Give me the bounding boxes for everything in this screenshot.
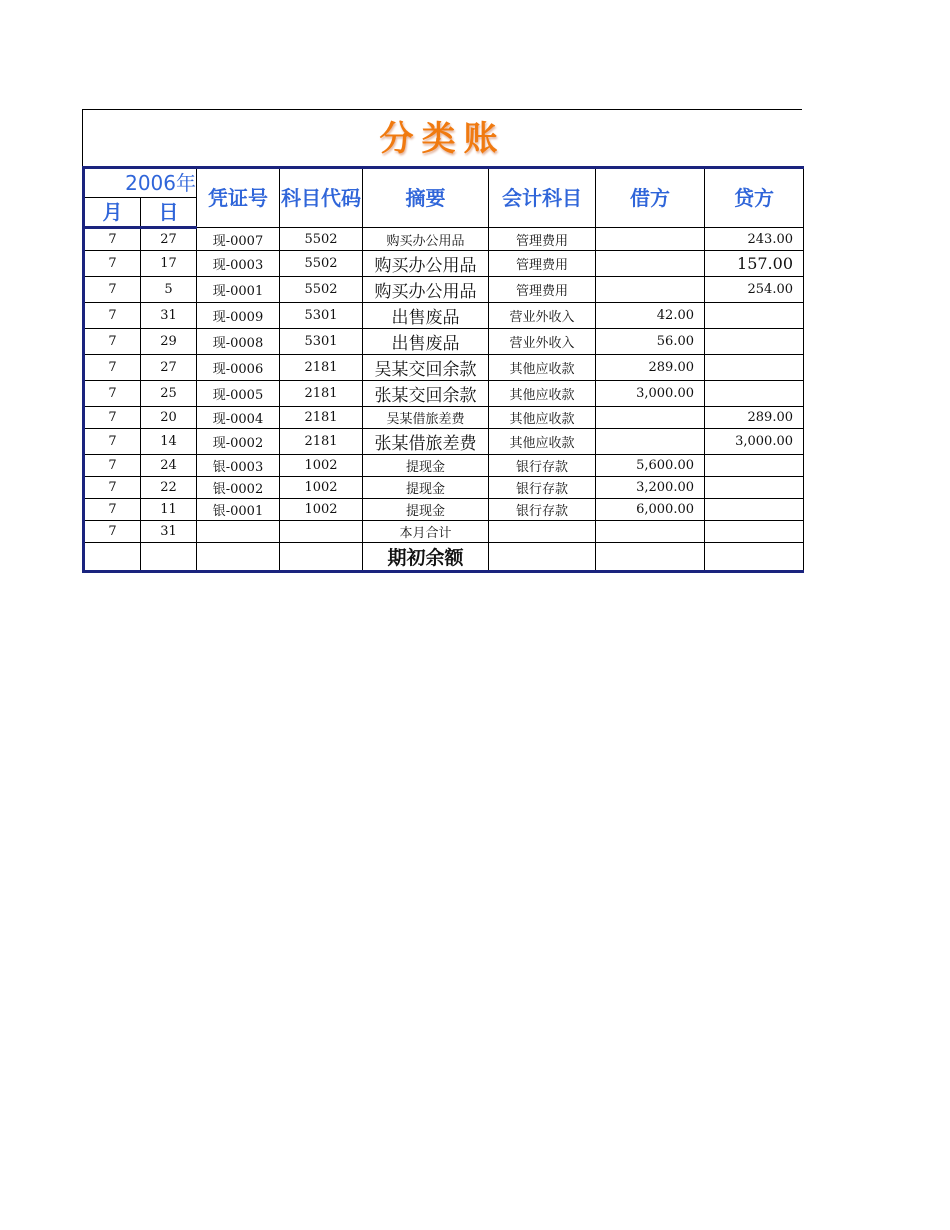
credit-header: 贷方 xyxy=(705,168,804,228)
day-cell: 31 xyxy=(141,521,197,543)
day-cell: 24 xyxy=(141,455,197,477)
debit-cell: 3,200.00 xyxy=(596,477,705,499)
voucher-cell: 现-0008 xyxy=(197,329,280,355)
credit-cell xyxy=(705,329,804,355)
debit-header: 借方 xyxy=(596,168,705,228)
empty-cell xyxy=(489,543,596,572)
summary-cell: 出售废品 xyxy=(363,303,489,329)
table-row xyxy=(84,303,804,329)
credit-cell: 289.00 xyxy=(705,407,804,429)
account-code-cell xyxy=(280,521,363,543)
empty-cell xyxy=(84,543,141,572)
voucher-cell: 现-0002 xyxy=(197,429,280,455)
day-header: 日 xyxy=(141,198,197,228)
table-row xyxy=(84,228,804,251)
summary-cell: 出售废品 xyxy=(363,329,489,355)
debit-cell: 6,000.00 xyxy=(596,499,705,521)
voucher-cell xyxy=(197,521,280,543)
empty-cell xyxy=(705,543,804,572)
day-cell: 31 xyxy=(141,303,197,329)
debit-cell xyxy=(596,228,705,251)
summary-cell: 提现金 xyxy=(363,499,489,521)
table-row xyxy=(84,381,804,407)
account-code-cell: 5301 xyxy=(280,303,363,329)
account-code-cell: 2181 xyxy=(280,355,363,381)
table-row xyxy=(84,429,804,455)
account-code-cell: 5301 xyxy=(280,329,363,355)
account-cell: 营业外收入 xyxy=(489,303,596,329)
day-cell: 25 xyxy=(141,381,197,407)
month-cell: 7 xyxy=(84,228,141,251)
balance-row xyxy=(84,543,804,572)
ledger-sheet xyxy=(82,109,802,573)
day-cell: 5 xyxy=(141,277,197,303)
debit-cell: 3,000.00 xyxy=(596,381,705,407)
account-code-cell: 2181 xyxy=(280,381,363,407)
debit-cell xyxy=(596,251,705,277)
summary-cell: 提现金 xyxy=(363,455,489,477)
voucher-cell: 现-0006 xyxy=(197,355,280,381)
day-cell: 27 xyxy=(141,355,197,381)
credit-cell: 243.00 xyxy=(705,228,804,251)
account-code-cell: 5502 xyxy=(280,251,363,277)
month-cell: 7 xyxy=(84,455,141,477)
account-code-cell: 1002 xyxy=(280,477,363,499)
table-row xyxy=(84,521,804,543)
credit-cell xyxy=(705,355,804,381)
voucher-cell: 现-0005 xyxy=(197,381,280,407)
account-cell: 营业外收入 xyxy=(489,329,596,355)
empty-cell xyxy=(596,543,705,572)
year-header: 2006年 xyxy=(84,168,197,198)
summary-cell: 提现金 xyxy=(363,477,489,499)
account-cell: 银行存款 xyxy=(489,477,596,499)
month-header: 月 xyxy=(84,198,141,228)
debit-cell xyxy=(596,521,705,543)
voucher-cell: 现-0007 xyxy=(197,228,280,251)
month-cell: 7 xyxy=(84,303,141,329)
account-code-cell: 2181 xyxy=(280,429,363,455)
day-cell: 29 xyxy=(141,329,197,355)
table-row xyxy=(84,407,804,429)
voucher-cell: 现-0004 xyxy=(197,407,280,429)
sheet-title: 分类账 xyxy=(379,119,506,159)
table-row xyxy=(84,477,804,499)
account-cell: 管理费用 xyxy=(489,228,596,251)
day-cell: 11 xyxy=(141,499,197,521)
account-code-header: 科目代码 xyxy=(280,168,363,228)
month-cell: 7 xyxy=(84,381,141,407)
month-cell: 7 xyxy=(84,355,141,381)
ledger-table xyxy=(82,166,804,573)
account-cell: 银行存款 xyxy=(489,499,596,521)
credit-cell: 157.00 xyxy=(705,251,804,277)
voucher-cell: 银-0001 xyxy=(197,499,280,521)
credit-cell: 3,000.00 xyxy=(705,429,804,455)
debit-cell: 289.00 xyxy=(596,355,705,381)
debit-cell xyxy=(596,407,705,429)
account-header: 会计科目 xyxy=(489,168,596,228)
summary-cell: 张某借旅差费 xyxy=(363,429,489,455)
summary-cell: 本月合计 xyxy=(363,521,489,543)
table-row xyxy=(84,355,804,381)
credit-cell: 254.00 xyxy=(705,277,804,303)
debit-cell xyxy=(596,277,705,303)
ledger-body xyxy=(84,228,804,572)
month-cell: 7 xyxy=(84,521,141,543)
month-cell: 7 xyxy=(84,407,141,429)
account-code-cell: 1002 xyxy=(280,499,363,521)
summary-cell: 购买办公用品 xyxy=(363,277,489,303)
table-row xyxy=(84,455,804,477)
month-cell: 7 xyxy=(84,429,141,455)
account-cell xyxy=(489,521,596,543)
voucher-cell: 银-0002 xyxy=(197,477,280,499)
credit-cell xyxy=(705,521,804,543)
table-row xyxy=(84,251,804,277)
table-row xyxy=(84,329,804,355)
day-cell: 22 xyxy=(141,477,197,499)
day-cell: 17 xyxy=(141,251,197,277)
credit-cell xyxy=(705,477,804,499)
voucher-no-header: 凭证号 xyxy=(197,168,280,228)
debit-cell: 42.00 xyxy=(596,303,705,329)
voucher-cell: 现-0001 xyxy=(197,277,280,303)
account-cell: 管理费用 xyxy=(489,277,596,303)
day-cell: 20 xyxy=(141,407,197,429)
day-cell: 27 xyxy=(141,228,197,251)
empty-cell xyxy=(280,543,363,572)
credit-cell xyxy=(705,303,804,329)
credit-cell xyxy=(705,499,804,521)
account-code-cell: 5502 xyxy=(280,277,363,303)
account-cell: 银行存款 xyxy=(489,455,596,477)
month-cell: 7 xyxy=(84,477,141,499)
summary-header: 摘要 xyxy=(363,168,489,228)
empty-cell xyxy=(141,543,197,572)
month-cell: 7 xyxy=(84,277,141,303)
title-band xyxy=(82,109,802,166)
summary-cell: 购买办公用品 xyxy=(363,228,489,251)
summary-cell: 吴某借旅差费 xyxy=(363,407,489,429)
table-row xyxy=(84,277,804,303)
summary-cell: 吴某交回余款 xyxy=(363,355,489,381)
month-cell: 7 xyxy=(84,499,141,521)
voucher-cell: 银-0003 xyxy=(197,455,280,477)
credit-cell xyxy=(705,381,804,407)
day-cell: 14 xyxy=(141,429,197,455)
account-code-cell: 2181 xyxy=(280,407,363,429)
account-cell: 其他应收款 xyxy=(489,429,596,455)
account-cell: 其他应收款 xyxy=(489,381,596,407)
summary-cell: 张某交回余款 xyxy=(363,381,489,407)
account-cell: 其他应收款 xyxy=(489,407,596,429)
account-cell: 其他应收款 xyxy=(489,355,596,381)
account-code-cell: 5502 xyxy=(280,228,363,251)
month-cell: 7 xyxy=(84,329,141,355)
credit-cell xyxy=(705,455,804,477)
header-row-1 xyxy=(84,168,804,198)
debit-cell: 5,600.00 xyxy=(596,455,705,477)
debit-cell xyxy=(596,429,705,455)
table-row xyxy=(84,499,804,521)
opening-balance-label: 期初余额 xyxy=(363,543,489,572)
debit-cell: 56.00 xyxy=(596,329,705,355)
month-cell: 7 xyxy=(84,251,141,277)
account-cell: 管理费用 xyxy=(489,251,596,277)
voucher-cell: 现-0003 xyxy=(197,251,280,277)
voucher-cell: 现-0009 xyxy=(197,303,280,329)
summary-cell: 购买办公用品 xyxy=(363,251,489,277)
account-code-cell: 1002 xyxy=(280,455,363,477)
empty-cell xyxy=(197,543,280,572)
